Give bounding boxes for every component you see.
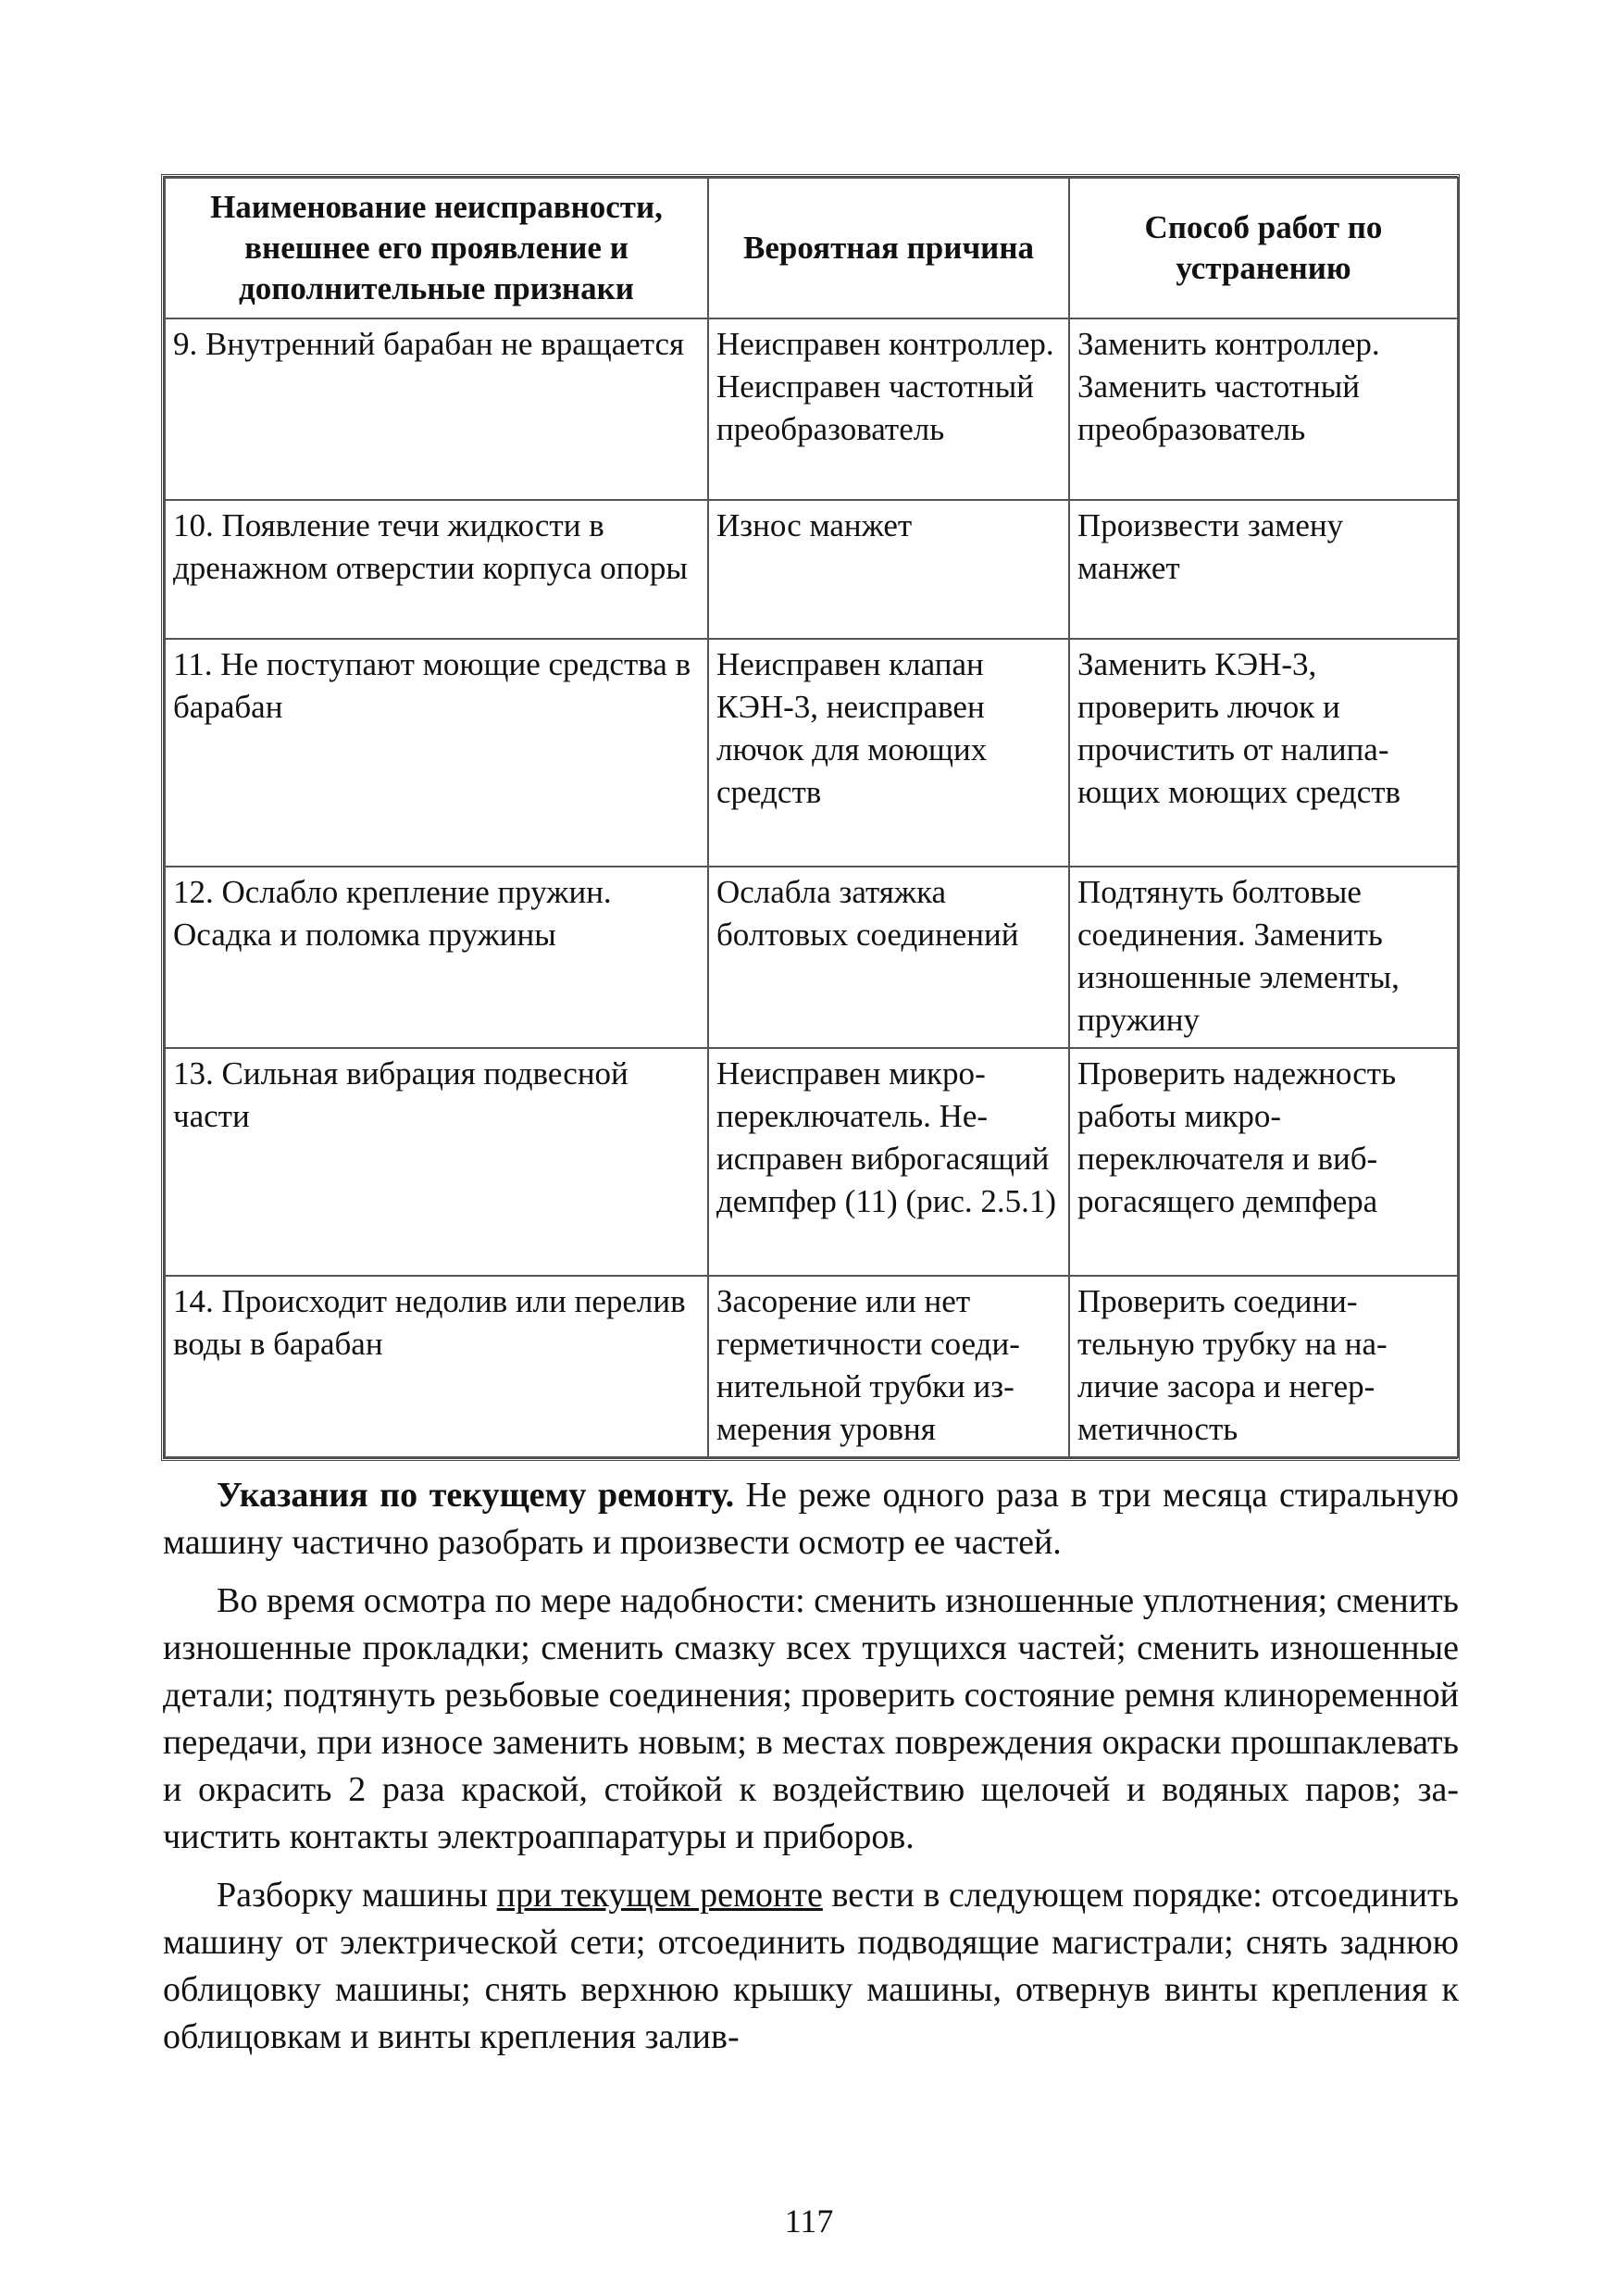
cause-cell: Ослабла затяжка болтовых соединений <box>708 867 1069 1048</box>
cause-cell: Неисправен микропереключатель. Неисправен виброгасящий демпфер (11) (рис. 2.5.1) <box>708 1048 1069 1276</box>
table-header-row <box>165 178 1458 318</box>
paragraph-text: Не реже одного раза в три месяца стиральную машину частично разобрать и произвести осмотр ее частей. <box>163 1476 1459 1562</box>
paragraph-repair-instructions <box>163 1472 1459 1566</box>
fault-cell: 14. Происходит недолив или перелив воды в барабан <box>165 1276 708 1457</box>
cause-cell: Неисправен клапан КЭН-3, неисправен лючок для моющих средств <box>708 639 1069 867</box>
fault-cell: 12. Ослабло крепление пружин. Осадка и поломка пружины <box>165 867 708 1048</box>
fault-cell: 11. Не поступают моющие средства в барабан <box>165 639 708 867</box>
table-row <box>165 500 1458 639</box>
paragraph-text: вести в следующем порядке: отсоединить машину от электрической сети; отсоединить подводящие магистрали; снять заднюю облицовку машины; снять верхнюю крышку машины, отвернув винты крепления к облицовкам и винты крепления залив- <box>163 1876 1459 2056</box>
paragraph-text: Разборку машины <box>217 1876 497 1915</box>
table-row <box>165 867 1458 1048</box>
underlined-text: при текущем ремонте <box>496 1876 823 1915</box>
paragraph-inspection: Во время осмотра по мере надобности: сменить изношенные уплотнения; сменить изношенные прокладки; сменить смазку всех трущихся частей; сменить изношенные детали; подтянуть резьбовые соединения; проверить состояние ремня клиноременной передачи, при износе заменить новым; в местах повреждения окраски прошпаклевать и окрасить 2 раза краской, стойкой к воздействию щелочей и водяных паров; зачистить контакты электроаппаратуры и приборов. <box>163 1581 1459 1856</box>
table-row <box>165 318 1458 500</box>
remedy-cell: Произвести замену манжет <box>1069 500 1458 639</box>
remedy-cell: Проверить надежность работы микропереключателя и виброгасящего демпфера <box>1069 1048 1458 1276</box>
table-row <box>165 1276 1458 1457</box>
remedy-cell: Проверить соединительную трубку на наличие засора и негерметичность <box>1069 1276 1458 1457</box>
faults-table-frame <box>161 174 1460 1461</box>
remedy-cell: Заменить контроллер. Заменить частотный преобразователь <box>1069 318 1458 500</box>
header-cause: Вероятная причина <box>708 178 1069 318</box>
header-remedy: Способ работ по устранению <box>1069 178 1458 318</box>
header-fault: Наименование неисправности, внешнее его проявление и дополнительные признаки <box>165 178 708 318</box>
paragraph-disassembly <box>163 1872 1459 2061</box>
cause-cell: Засорение или нет герметичности соединительной трубки измерения уровня <box>708 1276 1069 1457</box>
table-row <box>165 639 1458 867</box>
cause-cell: Износ манжет <box>708 500 1069 639</box>
fault-cell: 13. Сильная вибрация подвесной части <box>165 1048 708 1276</box>
section-heading: Указания по текущему ремонту. <box>217 1476 735 1515</box>
faults-table <box>164 177 1459 1458</box>
remedy-cell: Заменить КЭН-3, проверить лючок и прочистить от налипающих моющих средств <box>1069 639 1458 867</box>
fault-cell: 9. Внутренний барабан не вращается <box>165 318 708 500</box>
remedy-cell: Подтянуть болтовые соединения. Заменить изношенные элементы, пружину <box>1069 867 1458 1048</box>
cause-cell: Неисправен контроллер. Неисправен частотный преобразователь <box>708 318 1069 500</box>
body-text <box>163 1472 1459 2072</box>
fault-cell: 10. Появление течи жидкости в дренажном отверстии корпуса опоры <box>165 500 708 639</box>
page-number: 117 <box>784 2202 834 2240</box>
table-row <box>165 1048 1458 1276</box>
